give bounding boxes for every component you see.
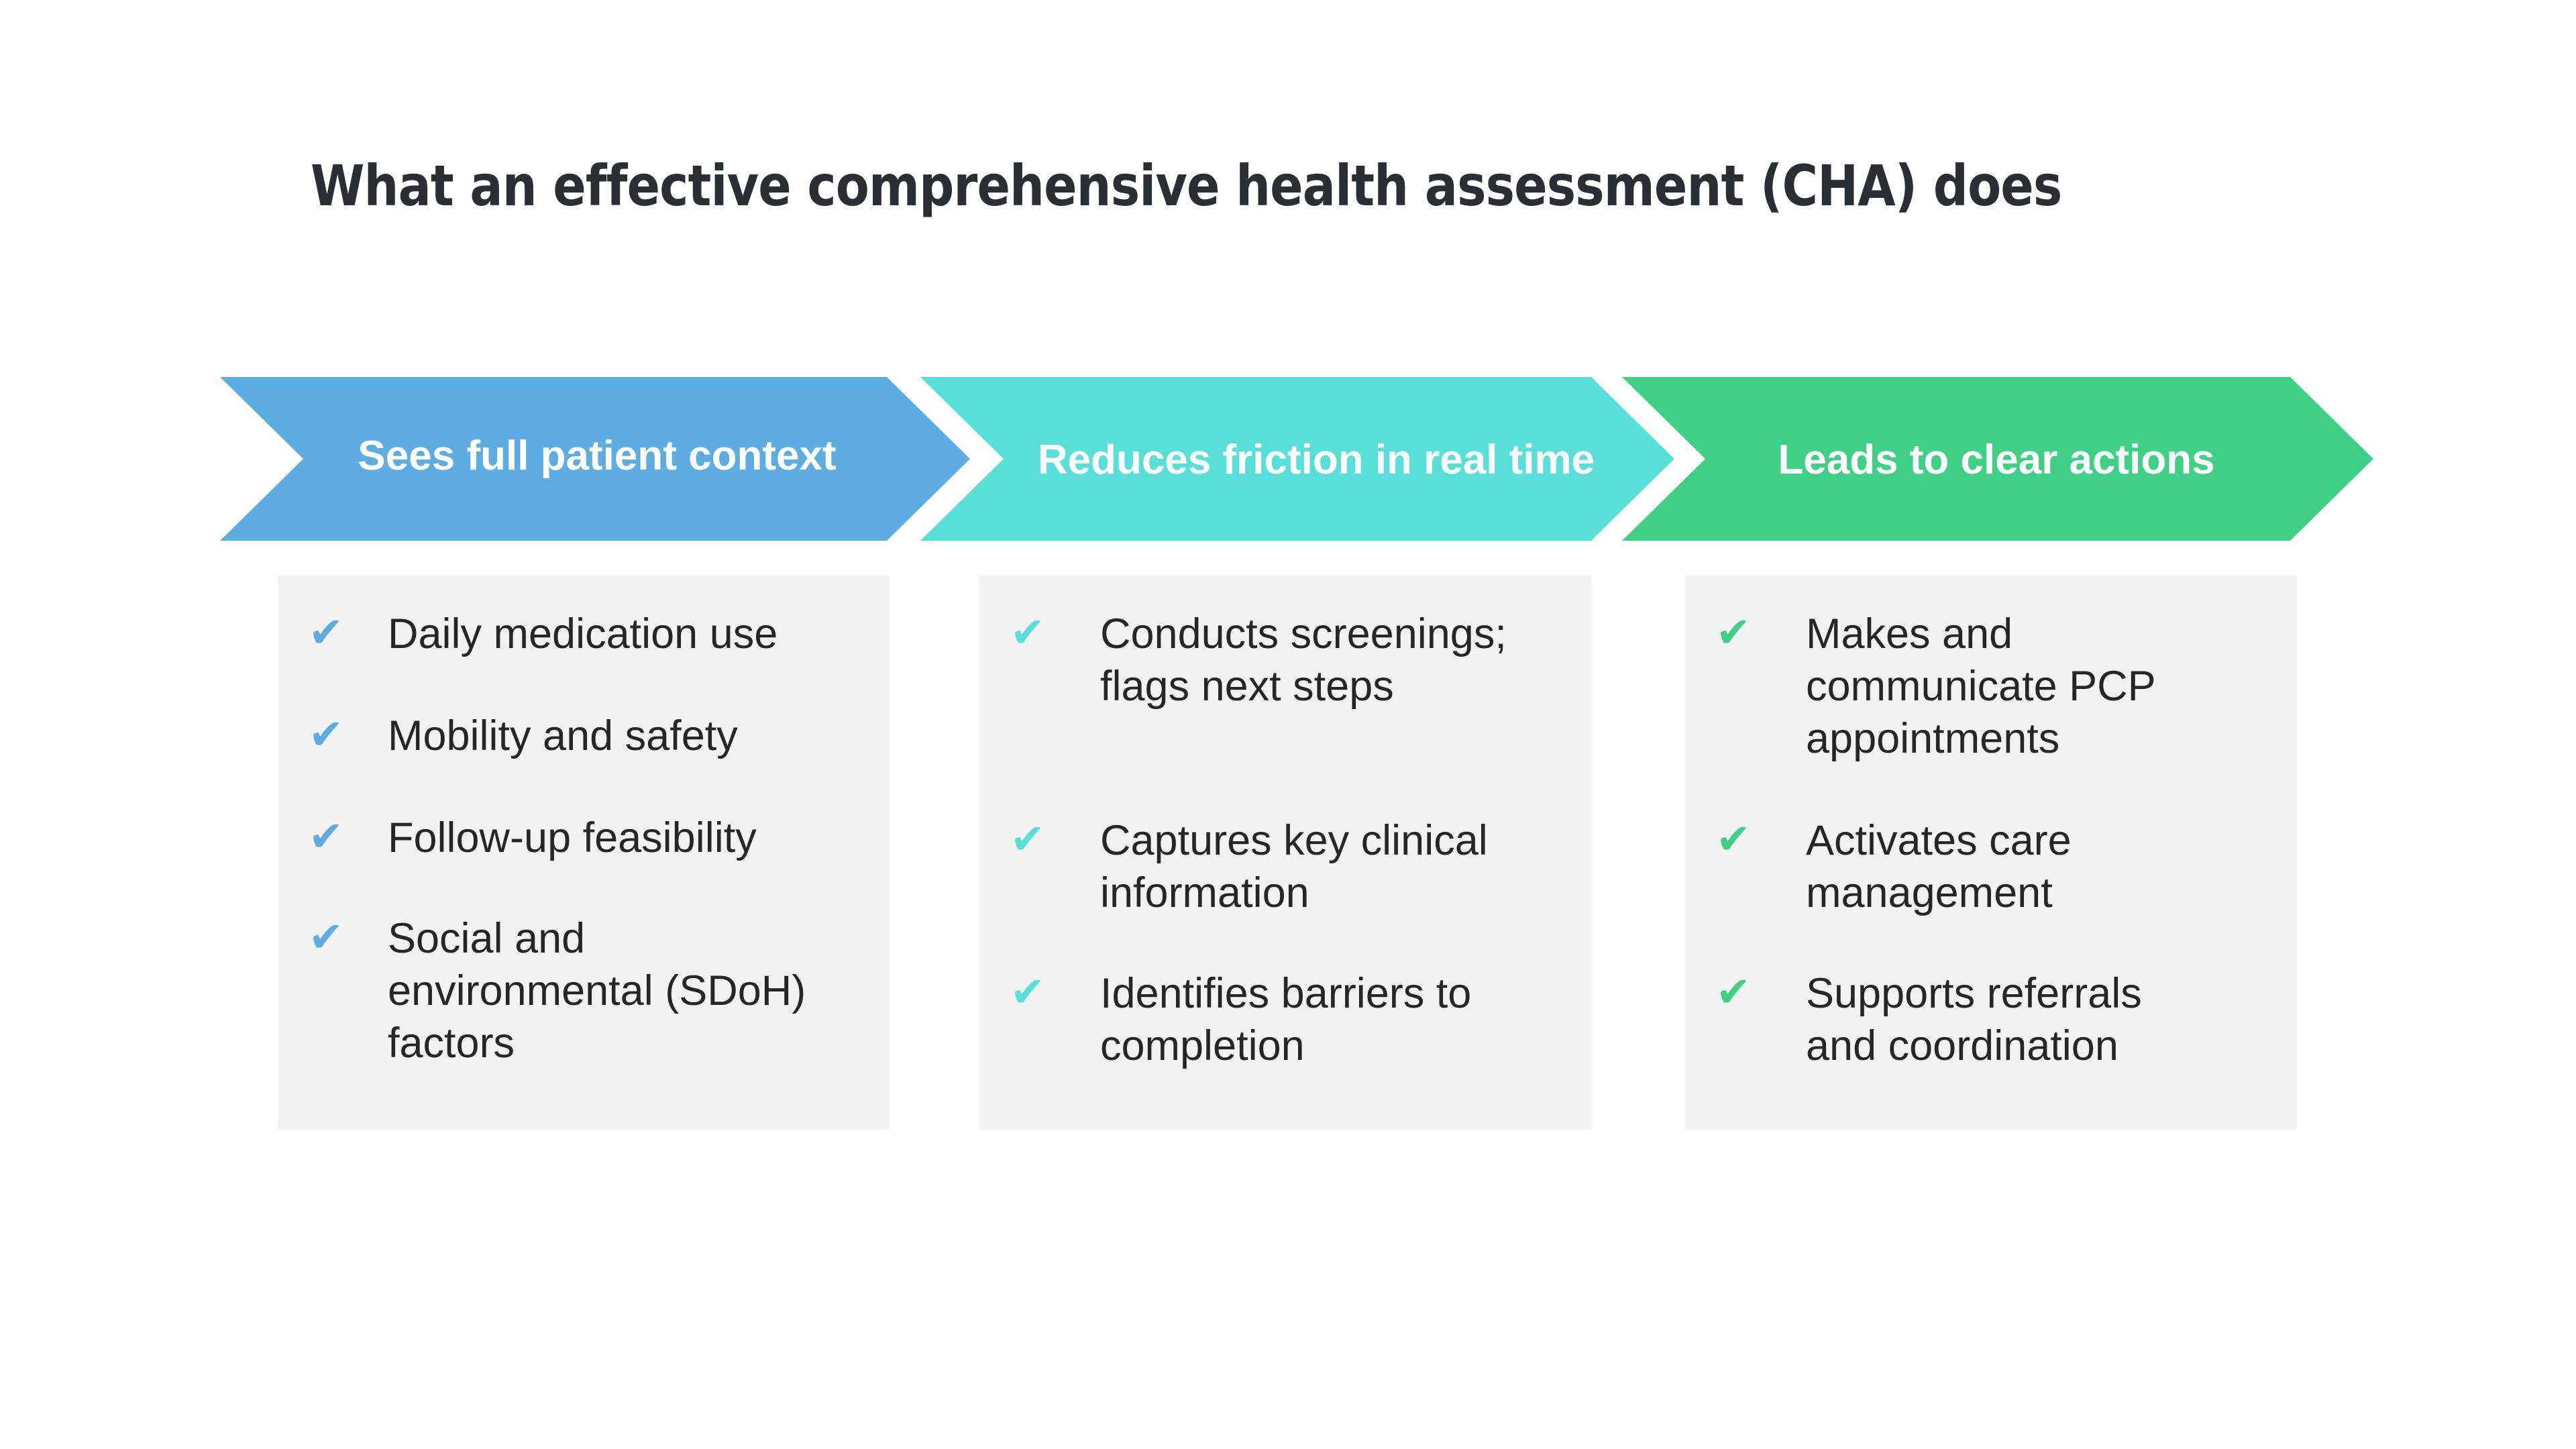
chevron-label: Reduces friction in real time xyxy=(1037,437,1595,483)
panel-patient-context xyxy=(278,576,890,1130)
checkmark-icon: ✔ xyxy=(1716,967,1751,1016)
list-item-text: Supports referrals and coordination xyxy=(1806,970,2142,1069)
checkmark-icon: ✔ xyxy=(1010,608,1045,657)
list-item-text: Identifies barriers to completion xyxy=(1100,970,1472,1069)
list-item-text: Mobility and safety xyxy=(388,712,738,759)
page-title: What an effective comprehensive health assessment (CHA) does xyxy=(311,153,2062,219)
list-item-text: Captures key clinical information xyxy=(1100,817,1488,916)
list-item-text: Social and environmental (SDoH) factors xyxy=(388,915,806,1067)
list-item-text: Daily medication use xyxy=(388,610,778,657)
checkmark-icon: ✔ xyxy=(309,912,343,961)
checkmark-icon: ✔ xyxy=(309,812,343,861)
checkmark-icon: ✔ xyxy=(309,710,343,759)
list-item-text: Activates care management xyxy=(1806,817,2072,916)
chevron-label: Leads to clear actions xyxy=(1778,437,2215,483)
list-item-text: Makes and communicate PCP appointments xyxy=(1806,610,2155,762)
list-item-text: Conducts screenings; flags next steps xyxy=(1100,610,1507,710)
panel-clear-actions xyxy=(1685,576,2297,1130)
chevron-label: Sees full patient context xyxy=(358,433,837,479)
panel-reduces-friction xyxy=(979,576,1591,1130)
checkmark-icon: ✔ xyxy=(1716,608,1751,657)
checkmark-icon: ✔ xyxy=(1716,814,1751,863)
list-item-text: Follow-up feasibility xyxy=(388,814,757,861)
checkmark-icon: ✔ xyxy=(309,608,343,657)
checkmark-icon: ✔ xyxy=(1010,814,1045,863)
checkmark-icon: ✔ xyxy=(1010,967,1045,1016)
